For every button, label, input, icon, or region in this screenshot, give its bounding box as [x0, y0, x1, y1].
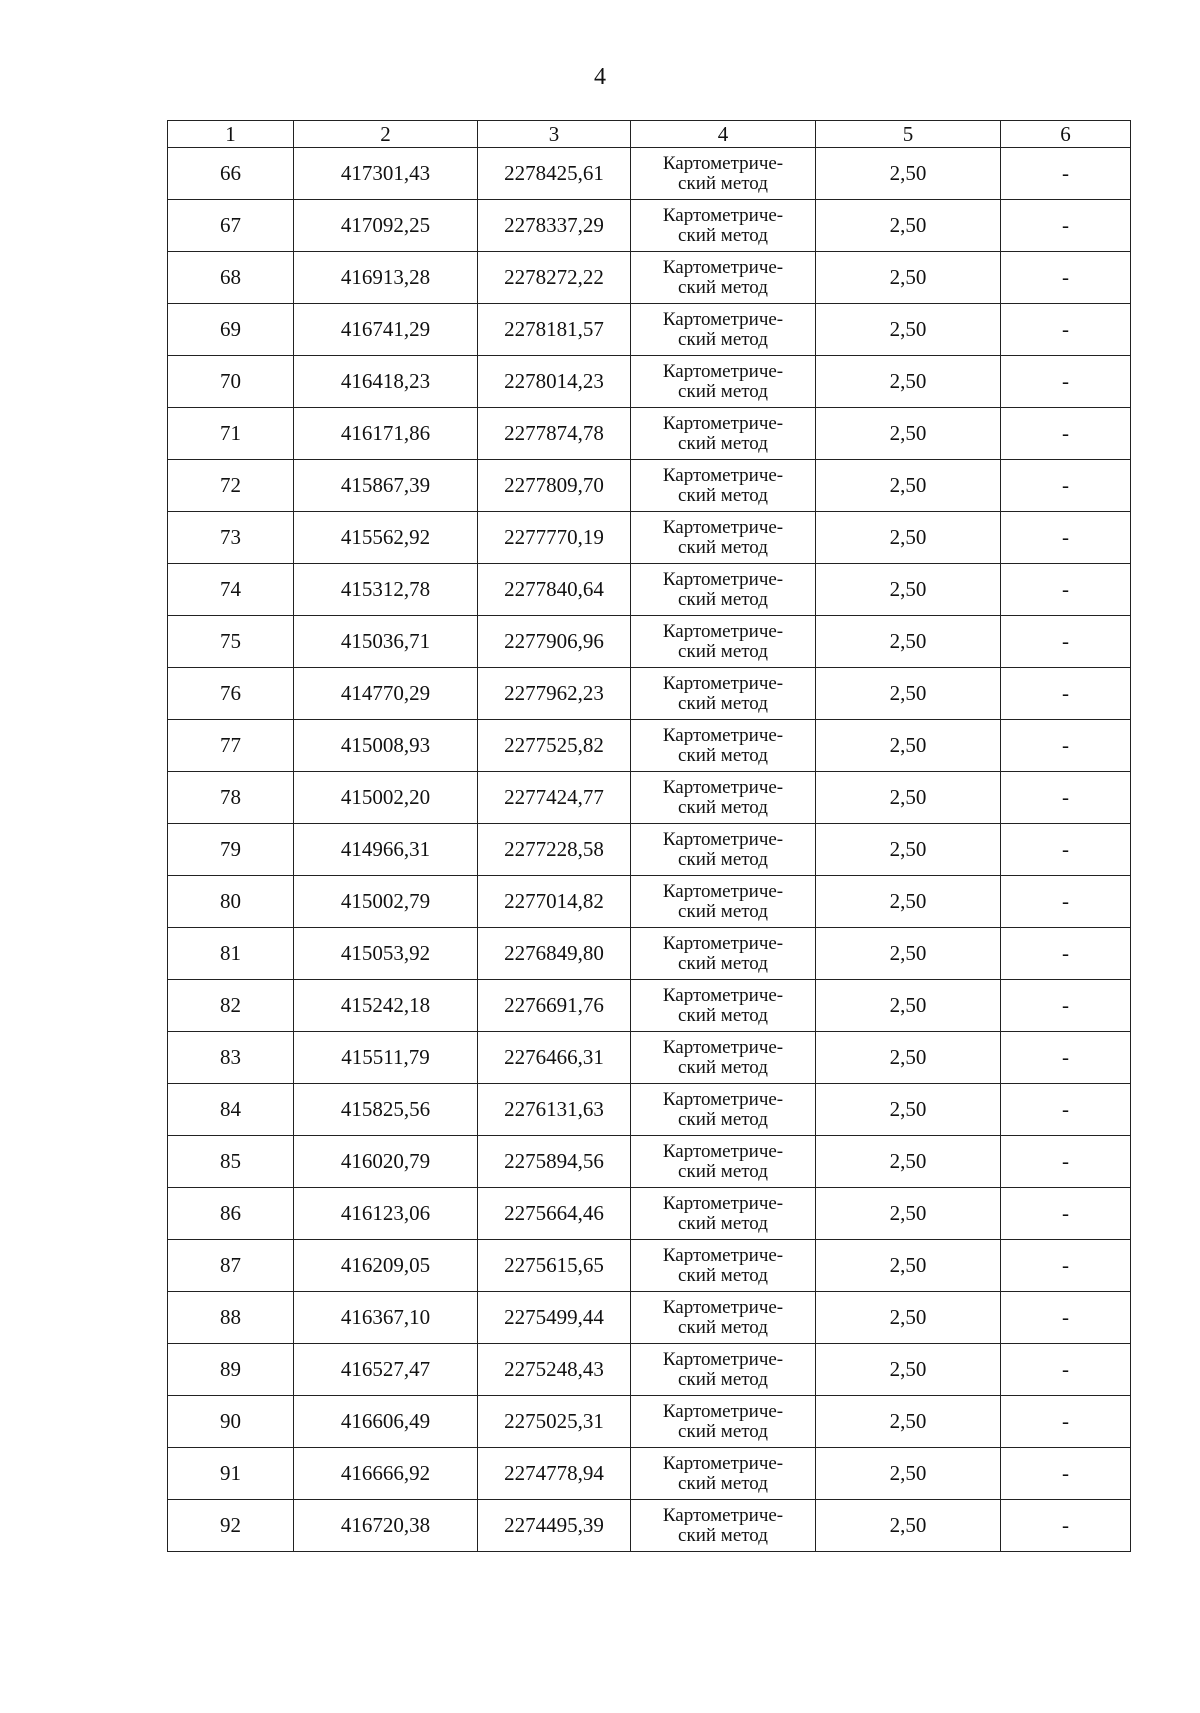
page-number: 4: [594, 64, 606, 90]
note-cell: -: [1001, 928, 1131, 980]
table-row: [168, 408, 1131, 460]
y-coordinate-cell: 2275499,44: [478, 1292, 631, 1344]
point-number-cell: 87: [168, 1240, 294, 1292]
method-text-line-2: ский метод: [678, 1316, 768, 1338]
table-row: [168, 148, 1131, 200]
method-cell: [631, 1396, 816, 1448]
column-header-6: 6: [1001, 121, 1131, 148]
table-row: [168, 876, 1131, 928]
x-coordinate-cell: 416209,05: [294, 1240, 478, 1292]
accuracy-cell: 2,50: [816, 772, 1001, 824]
x-coordinate-cell: 415825,56: [294, 1084, 478, 1136]
note-cell: -: [1001, 1188, 1131, 1240]
x-coordinate-cell: 417092,25: [294, 200, 478, 252]
point-number-cell: 80: [168, 876, 294, 928]
table-row: [168, 1084, 1131, 1136]
coordinates-table: [167, 120, 1131, 1552]
method-text-line-1: Картометриче-: [662, 516, 784, 538]
note-cell: -: [1001, 408, 1131, 460]
method-text-line-1: Картометриче-: [662, 724, 784, 746]
point-number-cell: 90: [168, 1396, 294, 1448]
method-cell: [631, 1188, 816, 1240]
accuracy-cell: 2,50: [816, 876, 1001, 928]
column-header-5: 5: [816, 121, 1001, 148]
method-cell: [631, 356, 816, 408]
table-row: [168, 1032, 1131, 1084]
note-cell: -: [1001, 720, 1131, 772]
table-row: [168, 1240, 1131, 1292]
point-number-cell: 86: [168, 1188, 294, 1240]
method-cell: [631, 512, 816, 564]
note-cell: -: [1001, 876, 1131, 928]
method-cell: [631, 980, 816, 1032]
accuracy-cell: 2,50: [816, 1240, 1001, 1292]
y-coordinate-cell: 2277014,82: [478, 876, 631, 928]
note-cell: -: [1001, 1240, 1131, 1292]
method-text-line-1: Картометриче-: [662, 568, 784, 590]
table-row: [168, 1448, 1131, 1500]
y-coordinate-cell: 2275615,65: [478, 1240, 631, 1292]
method-cell: [631, 252, 816, 304]
point-number-cell: 67: [168, 200, 294, 252]
x-coordinate-cell: 417301,43: [294, 148, 478, 200]
note-cell: -: [1001, 824, 1131, 876]
x-coordinate-cell: 416020,79: [294, 1136, 478, 1188]
y-coordinate-cell: 2278181,57: [478, 304, 631, 356]
method-text-line-2: ский метод: [678, 1212, 768, 1234]
point-number-cell: 75: [168, 616, 294, 668]
method-text-line-1: Картометриче-: [662, 672, 784, 694]
note-cell: -: [1001, 1292, 1131, 1344]
method-text-line-2: ский метод: [678, 796, 768, 818]
note-cell: -: [1001, 1136, 1131, 1188]
table-row: [168, 980, 1131, 1032]
method-text-line-1: Картометриче-: [662, 464, 784, 486]
method-text-line-1: Картометриче-: [662, 620, 784, 642]
note-cell: -: [1001, 772, 1131, 824]
table-row: [168, 928, 1131, 980]
method-cell: [631, 1032, 816, 1084]
point-number-cell: 82: [168, 980, 294, 1032]
method-text-line-2: ский метод: [678, 172, 768, 194]
method-text-line-1: Картометриче-: [662, 1504, 784, 1526]
x-coordinate-cell: 416418,23: [294, 356, 478, 408]
column-header-3: 3: [478, 121, 631, 148]
method-text-line-1: Картометриче-: [662, 1036, 784, 1058]
note-cell: -: [1001, 1344, 1131, 1396]
method-text-line-1: Картометриче-: [662, 1088, 784, 1110]
method-text-line-2: ский метод: [678, 328, 768, 350]
accuracy-cell: 2,50: [816, 668, 1001, 720]
method-text-line-2: ский метод: [678, 900, 768, 922]
method-text-line-2: ский метод: [678, 1160, 768, 1182]
note-cell: -: [1001, 252, 1131, 304]
table-body: [168, 148, 1131, 1552]
x-coordinate-cell: 416123,06: [294, 1188, 478, 1240]
x-coordinate-cell: 415008,93: [294, 720, 478, 772]
method-text-line-1: Картометриче-: [662, 1296, 784, 1318]
table-row: [168, 564, 1131, 616]
point-number-cell: 72: [168, 460, 294, 512]
method-cell: [631, 1136, 816, 1188]
method-cell: [631, 772, 816, 824]
table-row: [168, 1500, 1131, 1552]
point-number-cell: 92: [168, 1500, 294, 1552]
x-coordinate-cell: 416367,10: [294, 1292, 478, 1344]
note-cell: -: [1001, 1448, 1131, 1500]
x-coordinate-cell: 415242,18: [294, 980, 478, 1032]
y-coordinate-cell: 2278425,61: [478, 148, 631, 200]
x-coordinate-cell: 416720,38: [294, 1500, 478, 1552]
point-number-cell: 70: [168, 356, 294, 408]
accuracy-cell: 2,50: [816, 460, 1001, 512]
accuracy-cell: 2,50: [816, 824, 1001, 876]
x-coordinate-cell: 416741,29: [294, 304, 478, 356]
method-text-line-2: ский метод: [678, 1056, 768, 1078]
point-number-cell: 66: [168, 148, 294, 200]
x-coordinate-cell: 415562,92: [294, 512, 478, 564]
method-cell: [631, 1344, 816, 1396]
method-cell: [631, 876, 816, 928]
note-cell: -: [1001, 356, 1131, 408]
method-cell: [631, 1500, 816, 1552]
x-coordinate-cell: 415867,39: [294, 460, 478, 512]
x-coordinate-cell: 414770,29: [294, 668, 478, 720]
table-row: [168, 1292, 1131, 1344]
method-text-line-1: Картометриче-: [662, 204, 784, 226]
table-row: [168, 1344, 1131, 1396]
method-text-line-1: Картометриче-: [662, 880, 784, 902]
y-coordinate-cell: 2278337,29: [478, 200, 631, 252]
table-row: [168, 252, 1131, 304]
column-header-2: 2: [294, 121, 478, 148]
note-cell: -: [1001, 200, 1131, 252]
method-text-line-2: ский метод: [678, 1004, 768, 1026]
method-text-line-2: ский метод: [678, 1524, 768, 1546]
note-cell: -: [1001, 460, 1131, 512]
y-coordinate-cell: 2277874,78: [478, 408, 631, 460]
x-coordinate-cell: 415002,20: [294, 772, 478, 824]
accuracy-cell: 2,50: [816, 304, 1001, 356]
y-coordinate-cell: 2276849,80: [478, 928, 631, 980]
point-number-cell: 91: [168, 1448, 294, 1500]
method-text-line-2: ский метод: [678, 432, 768, 454]
column-header-1: 1: [168, 121, 294, 148]
method-text-line-2: ский метод: [678, 1472, 768, 1494]
method-cell: [631, 1084, 816, 1136]
method-text-line-1: Картометриче-: [662, 412, 784, 434]
x-coordinate-cell: 416666,92: [294, 1448, 478, 1500]
table-row: [168, 772, 1131, 824]
method-cell: [631, 1448, 816, 1500]
table-row: [168, 1396, 1131, 1448]
y-coordinate-cell: 2276691,76: [478, 980, 631, 1032]
y-coordinate-cell: 2274778,94: [478, 1448, 631, 1500]
accuracy-cell: 2,50: [816, 148, 1001, 200]
x-coordinate-cell: 416606,49: [294, 1396, 478, 1448]
x-coordinate-cell: 415036,71: [294, 616, 478, 668]
y-coordinate-cell: 2275025,31: [478, 1396, 631, 1448]
point-number-cell: 84: [168, 1084, 294, 1136]
table-row: [168, 1136, 1131, 1188]
method-cell: [631, 824, 816, 876]
accuracy-cell: 2,50: [816, 252, 1001, 304]
note-cell: -: [1001, 512, 1131, 564]
table-row: [168, 512, 1131, 564]
point-number-cell: 73: [168, 512, 294, 564]
accuracy-cell: 2,50: [816, 1136, 1001, 1188]
accuracy-cell: 2,50: [816, 564, 1001, 616]
method-text-line-1: Картометриче-: [662, 152, 784, 174]
accuracy-cell: 2,50: [816, 1032, 1001, 1084]
table-header-row: [168, 121, 1131, 148]
table-row: [168, 200, 1131, 252]
y-coordinate-cell: 2277770,19: [478, 512, 631, 564]
table-row: [168, 668, 1131, 720]
method-text-line-1: Картометриче-: [662, 360, 784, 382]
method-cell: [631, 148, 816, 200]
method-cell: [631, 564, 816, 616]
method-cell: [631, 304, 816, 356]
method-text-line-1: Картометриче-: [662, 1348, 784, 1370]
method-cell: [631, 720, 816, 772]
point-number-cell: 77: [168, 720, 294, 772]
y-coordinate-cell: 2277228,58: [478, 824, 631, 876]
method-cell: [631, 616, 816, 668]
y-coordinate-cell: 2275664,46: [478, 1188, 631, 1240]
table-row: [168, 720, 1131, 772]
accuracy-cell: 2,50: [816, 1188, 1001, 1240]
method-text-line-2: ский метод: [678, 952, 768, 974]
method-cell: [631, 1240, 816, 1292]
method-text-line-2: ский метод: [678, 1264, 768, 1286]
x-coordinate-cell: 414966,31: [294, 824, 478, 876]
method-text-line-2: ский метод: [678, 224, 768, 246]
y-coordinate-cell: 2276466,31: [478, 1032, 631, 1084]
method-text-line-1: Картометриче-: [662, 1192, 784, 1214]
y-coordinate-cell: 2274495,39: [478, 1500, 631, 1552]
point-number-cell: 68: [168, 252, 294, 304]
note-cell: -: [1001, 148, 1131, 200]
y-coordinate-cell: 2275894,56: [478, 1136, 631, 1188]
table-row: [168, 460, 1131, 512]
y-coordinate-cell: 2277525,82: [478, 720, 631, 772]
accuracy-cell: 2,50: [816, 1084, 1001, 1136]
method-text-line-1: Картометриче-: [662, 776, 784, 798]
method-text-line-2: ский метод: [678, 848, 768, 870]
note-cell: -: [1001, 1500, 1131, 1552]
y-coordinate-cell: 2277809,70: [478, 460, 631, 512]
method-text-line-1: Картометриче-: [662, 1452, 784, 1474]
accuracy-cell: 2,50: [816, 720, 1001, 772]
accuracy-cell: 2,50: [816, 980, 1001, 1032]
note-cell: -: [1001, 668, 1131, 720]
point-number-cell: 74: [168, 564, 294, 616]
note-cell: -: [1001, 1084, 1131, 1136]
method-text-line-1: Картометриче-: [662, 1140, 784, 1162]
note-cell: -: [1001, 304, 1131, 356]
accuracy-cell: 2,50: [816, 356, 1001, 408]
method-cell: [631, 408, 816, 460]
method-text-line-2: ский метод: [678, 276, 768, 298]
method-cell: [631, 200, 816, 252]
table-row: [168, 616, 1131, 668]
method-text-line-2: ский метод: [678, 1108, 768, 1130]
column-header-4: 4: [631, 121, 816, 148]
note-cell: -: [1001, 980, 1131, 1032]
method-text-line-2: ский метод: [678, 484, 768, 506]
method-cell: [631, 928, 816, 980]
accuracy-cell: 2,50: [816, 1344, 1001, 1396]
y-coordinate-cell: 2275248,43: [478, 1344, 631, 1396]
method-text-line-1: Картометриче-: [662, 1244, 784, 1266]
accuracy-cell: 2,50: [816, 200, 1001, 252]
x-coordinate-cell: 416913,28: [294, 252, 478, 304]
y-coordinate-cell: 2278014,23: [478, 356, 631, 408]
table-row: [168, 356, 1131, 408]
method-text-line-1: Картометриче-: [662, 256, 784, 278]
point-number-cell: 71: [168, 408, 294, 460]
method-text-line-2: ский метод: [678, 380, 768, 402]
accuracy-cell: 2,50: [816, 1396, 1001, 1448]
x-coordinate-cell: 415511,79: [294, 1032, 478, 1084]
accuracy-cell: 2,50: [816, 1292, 1001, 1344]
y-coordinate-cell: 2277424,77: [478, 772, 631, 824]
method-text-line-2: ский метод: [678, 1420, 768, 1442]
method-cell: [631, 460, 816, 512]
point-number-cell: 81: [168, 928, 294, 980]
x-coordinate-cell: 416171,86: [294, 408, 478, 460]
y-coordinate-cell: 2277906,96: [478, 616, 631, 668]
point-number-cell: 89: [168, 1344, 294, 1396]
x-coordinate-cell: 415312,78: [294, 564, 478, 616]
accuracy-cell: 2,50: [816, 1500, 1001, 1552]
accuracy-cell: 2,50: [816, 616, 1001, 668]
method-text-line-2: ский метод: [678, 588, 768, 610]
method-text-line-1: Картометриче-: [662, 828, 784, 850]
accuracy-cell: 2,50: [816, 512, 1001, 564]
note-cell: -: [1001, 616, 1131, 668]
method-cell: [631, 668, 816, 720]
x-coordinate-cell: 415053,92: [294, 928, 478, 980]
x-coordinate-cell: 416527,47: [294, 1344, 478, 1396]
method-text-line-1: Картометриче-: [662, 1400, 784, 1422]
accuracy-cell: 2,50: [816, 1448, 1001, 1500]
point-number-cell: 76: [168, 668, 294, 720]
x-coordinate-cell: 415002,79: [294, 876, 478, 928]
point-number-cell: 78: [168, 772, 294, 824]
table-row: [168, 304, 1131, 356]
point-number-cell: 88: [168, 1292, 294, 1344]
method-text-line-2: ский метод: [678, 744, 768, 766]
note-cell: -: [1001, 1396, 1131, 1448]
method-cell: [631, 1292, 816, 1344]
table-row: [168, 824, 1131, 876]
method-text-line-2: ский метод: [678, 536, 768, 558]
point-number-cell: 79: [168, 824, 294, 876]
accuracy-cell: 2,50: [816, 408, 1001, 460]
method-text-line-2: ский метод: [678, 692, 768, 714]
table-row: [168, 1188, 1131, 1240]
method-text-line-1: Картометриче-: [662, 984, 784, 1006]
note-cell: -: [1001, 1032, 1131, 1084]
point-number-cell: 85: [168, 1136, 294, 1188]
note-cell: -: [1001, 564, 1131, 616]
y-coordinate-cell: 2278272,22: [478, 252, 631, 304]
method-text-line-1: Картометриче-: [662, 932, 784, 954]
method-text-line-2: ский метод: [678, 1368, 768, 1390]
method-text-line-2: ский метод: [678, 640, 768, 662]
point-number-cell: 83: [168, 1032, 294, 1084]
y-coordinate-cell: 2276131,63: [478, 1084, 631, 1136]
accuracy-cell: 2,50: [816, 928, 1001, 980]
method-text-line-1: Картометриче-: [662, 308, 784, 330]
y-coordinate-cell: 2277962,23: [478, 668, 631, 720]
point-number-cell: 69: [168, 304, 294, 356]
y-coordinate-cell: 2277840,64: [478, 564, 631, 616]
